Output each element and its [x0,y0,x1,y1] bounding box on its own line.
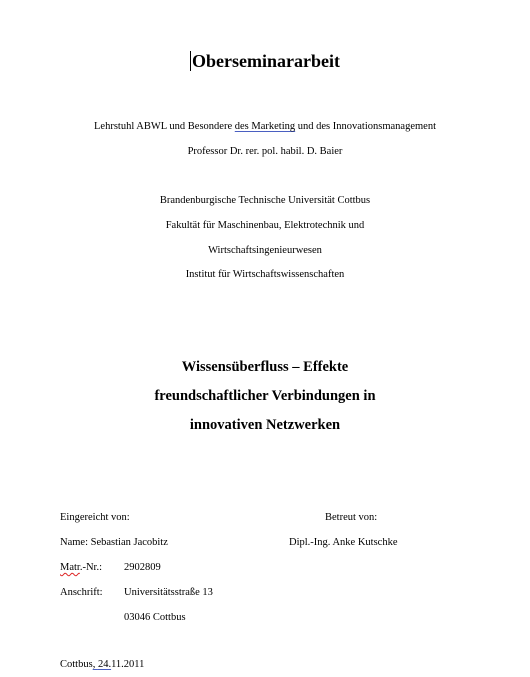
matriculation-label-a: Matr [60,562,80,573]
date-part-a: 24. [97,659,112,670]
thesis-title-line-2: freundschaftlicher Verbindungen in [154,388,376,404]
supervisor-name: Dipl.-Ing. Anke Kutschke [289,537,398,548]
thesis-title-line-3: innovativen Netzwerken [189,417,341,433]
thesis-title-line-1: Wissensüberfluss – Effekte [181,359,349,375]
supervised-by-label: Betreut von: [325,512,378,523]
place-date-separator: , [92,659,98,670]
place: Cottbus [60,659,93,670]
address-city: 03046 Cottbus [124,612,186,623]
matriculation-label [60,561,102,575]
text-cursor [190,51,191,71]
professor-line: Professor Dr. rer. pol. habil. D. Baier [187,146,343,157]
matriculation-number: 2902809 [124,562,161,573]
chair-suffix: und des Innovationsmanagement [295,121,436,132]
document-title-line [0,50,530,72]
date-part-b: 11.2011 [111,659,145,670]
university-line-3: Wirtschaftsingenieurwesen [208,245,322,256]
place-date-line [60,658,144,672]
chair-prefix: Lehrstuhl ABWL und Besondere [94,121,235,132]
address-street: Universitätsstraße 13 [124,587,213,598]
university-line-4: Institut für Wirtschaftswissenschaften [185,269,345,280]
address-label: Anschrift: [60,587,103,598]
university-line-2: Fakultät für Maschinenbau, Elektrotechnik und [165,220,365,231]
document-title: Oberseminararbeit [192,51,340,71]
student-name: Name: Sebastian Jacobitz [60,537,168,548]
matriculation-label-b: .-Nr.: [79,562,103,573]
university-line-1: Brandenburgische Technische Universität Cottbus [159,195,371,206]
chair-line [0,120,530,134]
chair-underlined: des Marketing [234,121,296,132]
submitted-by-label: Eingereicht von: [60,512,130,523]
